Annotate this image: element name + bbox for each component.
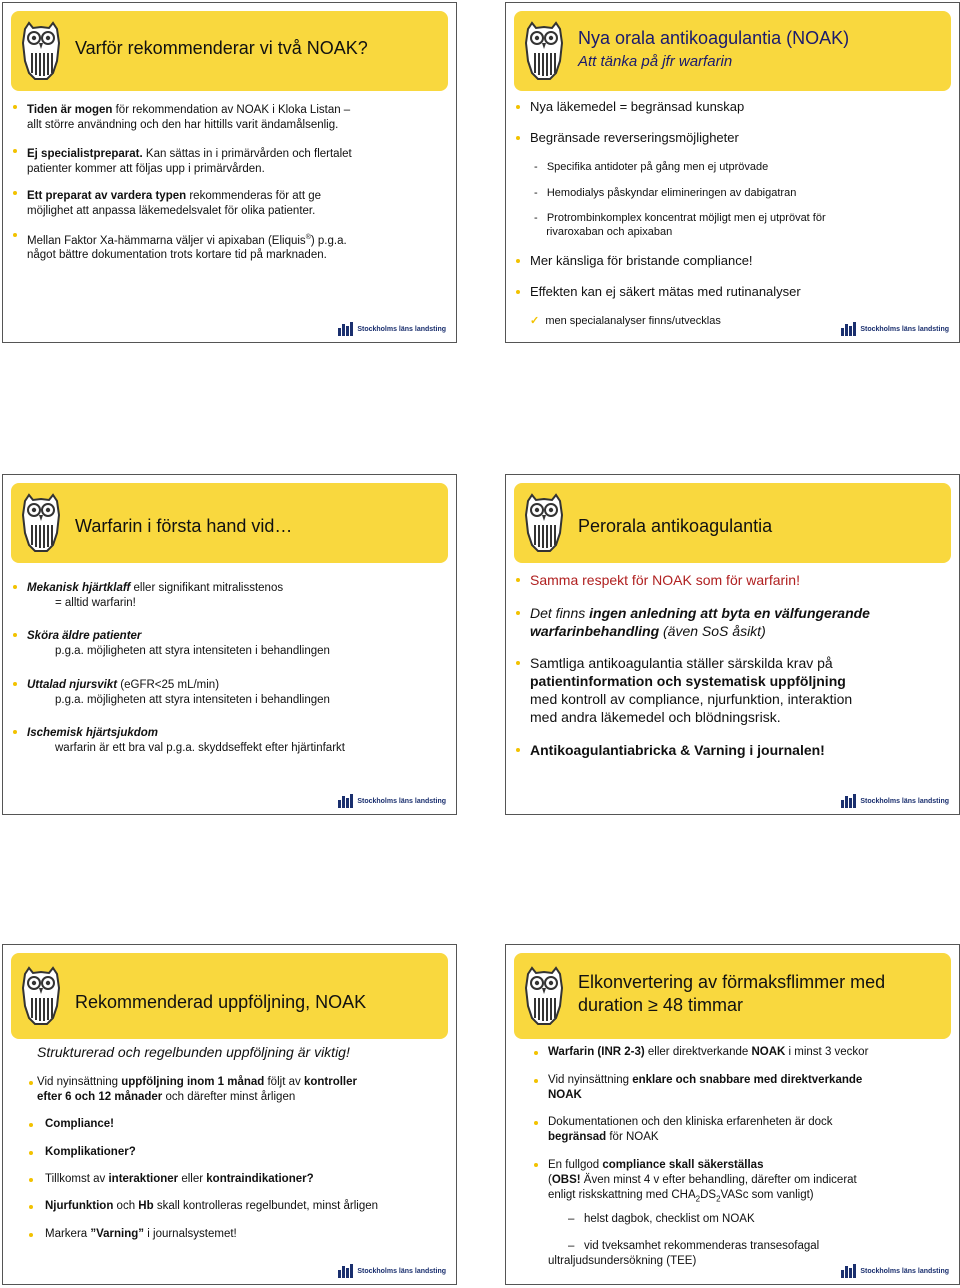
bullet-dot-icon (29, 1151, 33, 1155)
stockholms-lans-landsting-logo: Stockholms läns landsting (841, 322, 949, 336)
bullet-1: Tiden är mogen för rekommendation av NOAK i Kloka Listan – allt större användning och den har hittills varit ändamålsenlig. (27, 104, 351, 131)
bullet-3: Komplikationer? (45, 1146, 136, 1158)
intro-text: Strukturerad och regelbunden uppföljning är viktig! (37, 1044, 350, 1060)
bullet-3: Dokumentationen och den kliniska erfarenheten är dock begränsad för NOAK (548, 1116, 833, 1143)
bullet-3: Samtliga antikoagulantia ställer särskilda krav på patientinformation och systematisk uppföljning med kontroll av compliance, njurfunktion, interaktion med andra läkemedel och blödningsrisk. (530, 655, 853, 725)
bullet-dot-icon (13, 682, 17, 686)
landsting-logo-icon (841, 322, 857, 336)
slide-title: Elkonvertering av förmaksflimmer med duration ≥ 48 timmar (578, 972, 886, 1015)
bullet-dot-icon (13, 730, 17, 734)
bullet-1: Nya läkemedel = begränsad kunskap (530, 99, 745, 114)
sub-item-2: - Hemodialys påskyndar elimineringen av dabigatran (534, 187, 797, 199)
bullet-dot-icon (516, 290, 520, 294)
bullet-dot-icon (29, 1205, 33, 1209)
slide-why-two-noak (2, 2, 457, 343)
bullet-dot-icon (29, 1178, 33, 1182)
bullet-dot-icon (13, 633, 17, 637)
owl-logo-icon (522, 21, 566, 81)
bullet-4: Tillkomst av interaktioner eller kontraindikationer? (45, 1173, 314, 1185)
bullet-4: Ischemisk hjärtsjukdom warfarin är ett bra val p.g.a. skyddseffekt efter hjärtinfarkt (27, 727, 345, 754)
bullet-dot-icon (534, 1051, 538, 1055)
bullet-dot-icon (516, 578, 520, 582)
landsting-logo-icon (338, 794, 354, 808)
stockholms-lans-landsting-logo: Stockholms läns landsting (841, 794, 949, 808)
bullet-dot-icon (29, 1233, 33, 1237)
landsting-logo-icon (841, 1264, 857, 1278)
slide-title: Warfarin i första hand vid… (75, 516, 293, 536)
slide-title: Nya orala antikoagulantia (NOAK) (578, 28, 850, 48)
checkmark-icon: ✓ (530, 315, 540, 327)
stockholms-lans-landsting-logo: Stockholms läns landsting (338, 794, 446, 808)
slide-cardioversion (505, 944, 960, 1285)
bullet-dot-icon (534, 1079, 538, 1083)
check-item: ✓ men specialanalyser finns/utvecklas (530, 315, 721, 327)
bullet-1: Mekanisk hjärtklaff eller signifikant mitralisstenos = alltid warfarin! (27, 582, 284, 609)
bullet-4: Effekten kan ej säkert mätas med rutinanalyser (530, 284, 801, 299)
bullet-3: Ett preparat av vardera typen rekommenderas för att ge möjlighet att anpassa läkemedelsvalet för olika patienter. (27, 190, 322, 217)
slide-title: Varför rekommenderar vi två NOAK? (75, 38, 368, 58)
slide-header (11, 11, 448, 91)
slide-header (514, 953, 951, 1039)
sub-item-2: – vid tveksamhet rekommenderas transesofagal (568, 1240, 820, 1252)
bullet-dot-icon (13, 105, 17, 109)
bullet-dot-icon (13, 585, 17, 589)
bullet-5: Njurfunktion och Hb skall kontrolleras regelbundet, minst årligen (45, 1200, 379, 1212)
owl-logo-icon (19, 493, 63, 553)
bullet-dot-icon (29, 1081, 33, 1085)
bullet-1: Samma respekt för NOAK som för warfarin! (530, 572, 800, 588)
bullet-4: En fullgod compliance skall säkerställas (OBS! Även minst 4 v efter behandling, därefter om indicerat enligt riskskattning med $CHA_2DS_2VASc$ som vanligt) (548, 1159, 857, 1204)
bullet-2: Ej specialistpreparat. Kan sättas in i primärvården och flertalet patienter kommer att följas upp i primärvården. (27, 148, 352, 175)
bullet-2: Sköra äldre patienter p.g.a. möjligheten att styra intensiteten i behandlingen (27, 630, 330, 657)
landsting-logo-icon (338, 322, 354, 336)
slide-header (514, 11, 951, 91)
stockholms-lans-landsting-logo: Stockholms läns landsting (841, 1264, 949, 1278)
bullet-2: Vid nyinsättning enklare och snabbare med direktverkande NOAK (548, 1074, 863, 1101)
bullet-2: Begränsade reverseringsmöjligheter (530, 130, 739, 145)
bullet-4: Mellan Faktor Xa-hämmarna väljer vi apixaban (Eliquis®) p.g.a. något bättre dokumentation trots kortare tid på marknaden. (27, 234, 347, 262)
sub-item-2-cont: ultraljudsundersökning (TEE) (548, 1255, 697, 1267)
bullet-dot-icon (516, 611, 520, 615)
sub-item-1: - Specifika antidoter på gång men ej utprövade (534, 161, 769, 173)
bullet-dot-icon (516, 661, 520, 665)
bullet-3: Mer känsliga för bristande compliance! (530, 253, 753, 268)
stockholms-lans-landsting-logo: Stockholms läns landsting (338, 1264, 446, 1278)
owl-logo-icon (522, 966, 566, 1026)
slide-subtitle: Att tänka på jfr warfarin (578, 53, 733, 70)
slide-title: Rekommenderad uppföljning, NOAK (75, 992, 367, 1012)
sub-item-3: - Protrombinkomplex koncentrat möjligt men ej utprövat för rivaroxaban och apixaban (534, 212, 826, 238)
owl-logo-icon (19, 21, 63, 81)
bullet-dot-icon (13, 149, 17, 153)
bullet-4: Antikoagulantiabricka & Varning i journalen! (530, 742, 825, 758)
bullet-1: Vid nyinsättning uppföljning inom 1 månad följt av kontroller efter 6 och 12 månader och därefter minst årligen (37, 1076, 357, 1103)
owl-logo-icon (522, 493, 566, 553)
landsting-logo-icon (841, 794, 857, 808)
bullet-dot-icon (516, 105, 520, 109)
bullet-dot-icon (516, 136, 520, 140)
slide-header (11, 953, 448, 1039)
bullet-dot-icon (13, 233, 17, 237)
bullet-dot-icon (534, 1121, 538, 1125)
sub-item-1: – helst dagbok, checklist om NOAK (568, 1213, 755, 1225)
bullet-2: Compliance! (45, 1118, 115, 1130)
bullet-3: Uttalad njursvikt (eGFR<25 mL/min) p.g.a. möjligheten att styra intensiteten i behandlingen (27, 679, 330, 706)
bullet-1: Warfarin (INR 2-3) eller direktverkande NOAK i minst 3 veckor (548, 1046, 869, 1058)
bullet-dot-icon (29, 1123, 33, 1127)
slide-perorala-antikoagulantia (505, 474, 960, 815)
bullet-dot-icon (534, 1163, 538, 1167)
slide-header (11, 483, 448, 563)
bullet-dot-icon (516, 259, 520, 263)
bullet-dot-icon (516, 748, 520, 752)
bullet-6: Markera ”Varning” i journalsystemet! (45, 1228, 237, 1240)
slide-title: Perorala antikoagulantia (578, 516, 773, 536)
slide-recommended-followup (2, 944, 457, 1285)
bullet-dot-icon (13, 191, 17, 195)
bullet-2: Det finns ingen anledning att byta en välfungerande warfarinbehandling (även SoS åsikt) (530, 605, 870, 639)
landsting-logo-icon (338, 1264, 354, 1278)
stockholms-lans-landsting-logo: Stockholms läns landsting (338, 322, 446, 336)
slide-noak-considerations (505, 2, 960, 343)
owl-logo-icon (19, 966, 63, 1026)
slide-warfarin-first (2, 474, 457, 815)
slide-header (514, 483, 951, 563)
